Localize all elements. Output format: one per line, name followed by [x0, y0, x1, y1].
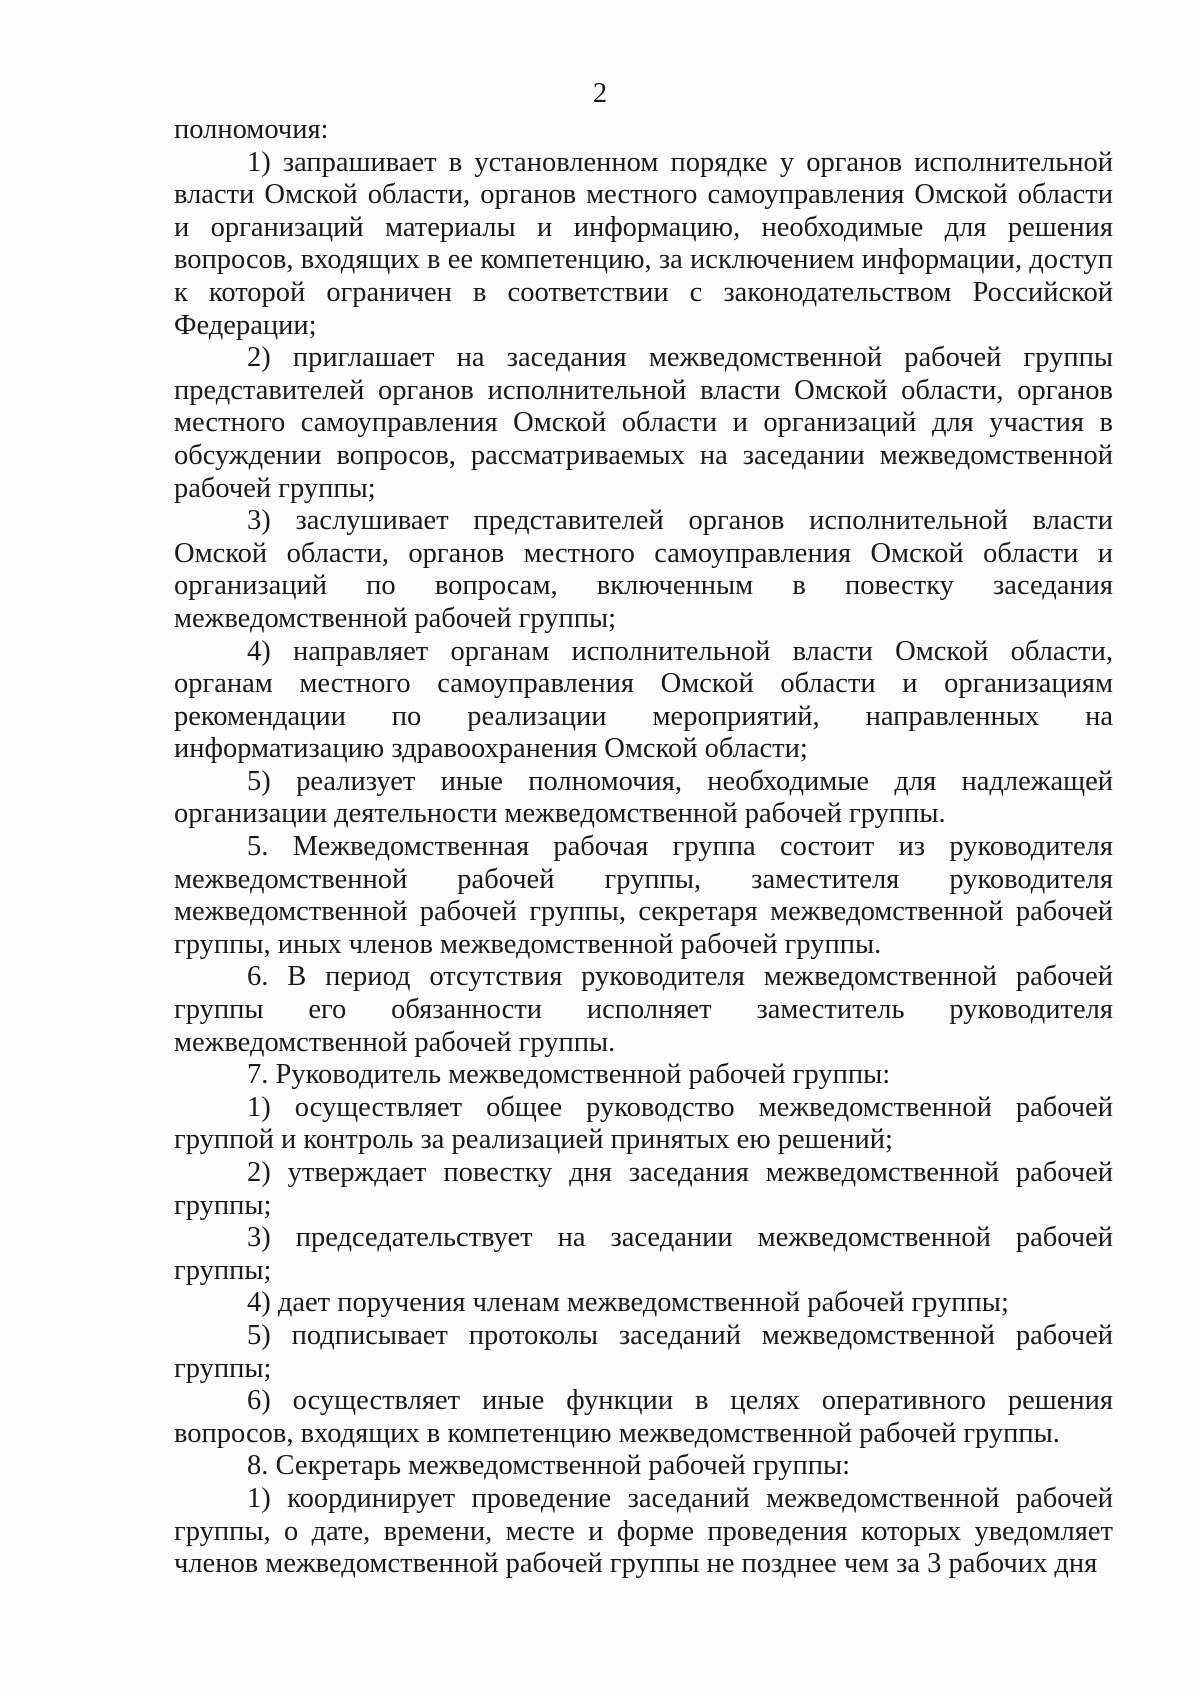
paragraph-head-item-3: 3) председательствует на заседании межведомственной рабочей группы; — [174, 1222, 1113, 1286]
paragraph-head-item-4: 4) дает поручения членам межведомственной рабочей группы; — [247, 1287, 1009, 1319]
paragraph-item-5-other-powers: 5) реализует иные полномочия, необходимые для надлежащей организации деятельности межведомственной рабочей группы. — [174, 765, 1113, 830]
paragraph-head-item-2: 2) утверждает повестку дня заседания межведомственной рабочей группы; — [174, 1157, 1113, 1221]
paragraph-head-item-1: 1) осуществляет общее руководство межведомственной рабочей группой и контроль за реализацией принятых ею решений; — [174, 1091, 1113, 1156]
paragraph-head-item-5: 5) подписывает протоколы заседаний межведомственной рабочей группы; — [174, 1319, 1113, 1384]
paragraph-section-5-composition: 5. Межведомственная рабочая группа состоит из руководителя межведомственной рабочей группы, заместителя руководителя межведомственной рабочей группы, секретаря межведомственной рабочей группы, иных членов межведомственной рабочей группы. — [174, 831, 1113, 960]
paragraph-section-6-deputy: 6. В период отсутствия руководителя межведомственной рабочей группы его обязанности исполняет заместитель руководителя межведомственной рабочей группы. — [174, 961, 1113, 1058]
paragraph-secretary-item-1: 1) координирует проведение заседаний межведомственной рабочей группы, о дате, времени, месте и форме проведения которых уведомляет членов межведомственной рабочей группы не позднее чем за 3 рабочих дня — [174, 1482, 1113, 1580]
paragraph-head-item-6: 6) осуществляет иные функции в целях оперативного решения вопросов, входящих в компетенцию межведомственной рабочей группы. — [174, 1385, 1113, 1449]
paragraph-item-2-invite-representatives: 2) приглашает на заседания межведомственной рабочей группы представителей органов исполнительной власти Омской области, органов местного самоуправления Омской области и организаций для участия в обсуждении вопросов, рассматриваемых на заседании межведомственной рабочей группы; — [174, 342, 1113, 504]
paragraph-section-7-head: 7. Руководитель межведомственной рабочей группы: — [247, 1059, 891, 1091]
page-number: 2 — [592, 78, 608, 109]
document-body — [174, 114, 1113, 1581]
paragraph-item-3-hear-representatives: 3) заслушивает представителей органов исполнительной власти Омской области, органов местного самоуправления Омской области и организаций по вопросам, включенным в повестку заседания межведомственной рабочей группы; — [174, 505, 1113, 634]
paragraph-item-1-request-materials: 1) запрашивает в установленном порядке у органов исполнительной власти Омской области, органов местного самоуправления Омской области и организаций материалы и информацию, необходимые для решения вопросов, входящих в ее компетенцию, за исключением информации, доступ к которой ограничен в соответствии с законодательством Российской Федерации; — [174, 146, 1113, 341]
paragraph-item-4-send-recommendations: 4) направляет органам исполнительной власти Омской области, органам местного самоуправления Омской области и организациям рекомендации по реализации мероприятий, направленных на информатизацию здравоохранения Омской области; — [174, 635, 1113, 765]
paragraph-section-8-secretary: 8. Секретарь межведомственной рабочей группы: — [247, 1450, 851, 1482]
paragraph-continuation: полномочия: — [174, 114, 329, 145]
